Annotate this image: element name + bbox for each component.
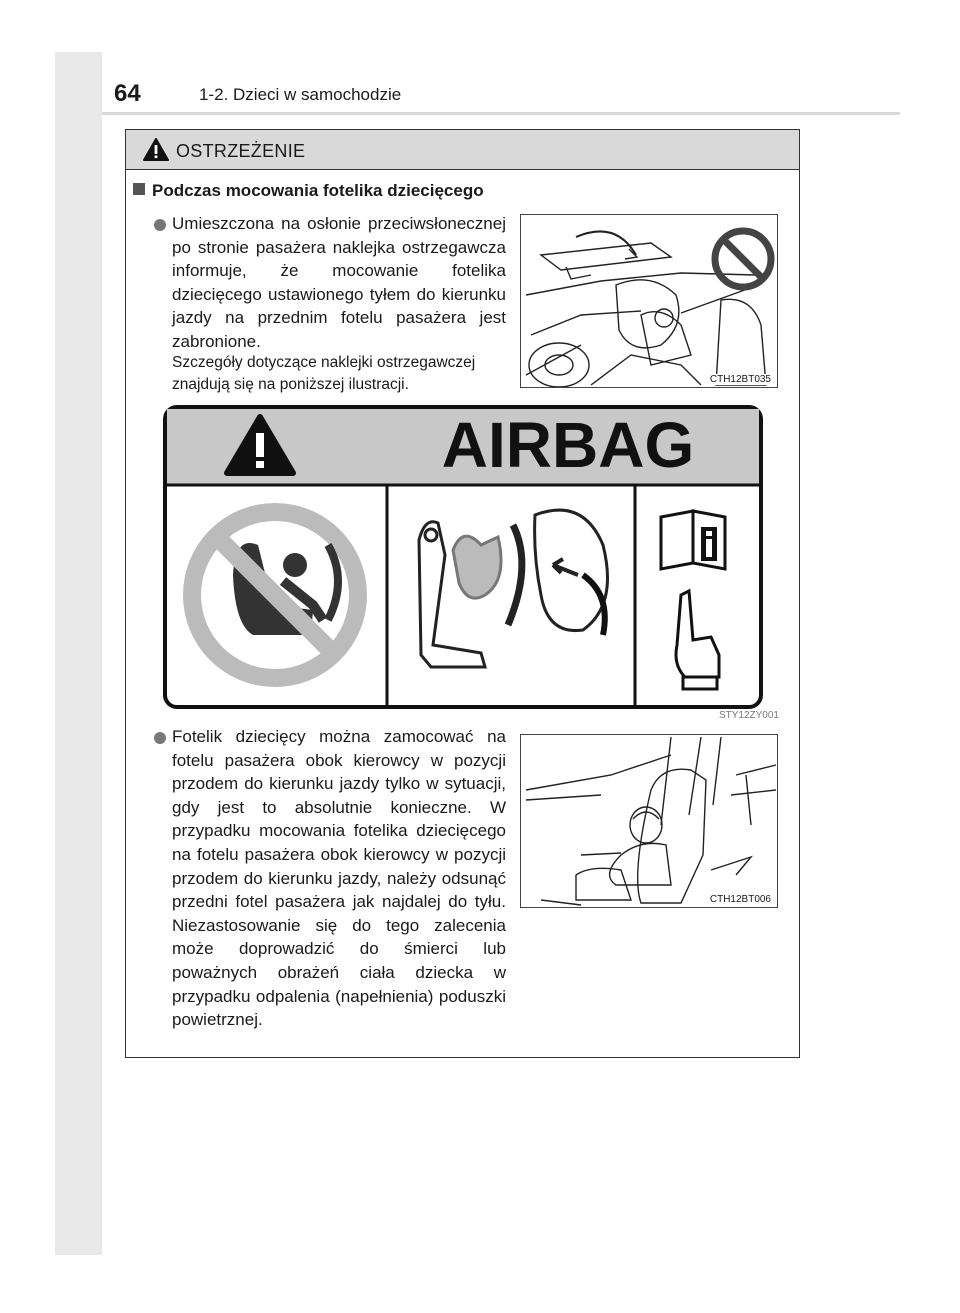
subheading-text: Podczas mocowania fotelika dziecięcego: [152, 181, 484, 200]
warning-header: [126, 130, 799, 170]
header-rule: [102, 112, 900, 115]
bullet1-text: Umieszczona na osłonie przeciwsłonecznej po stronie pasażera naklejka ostrzegawcza informuje, że mocowanie fotelika dziecięcego ustawionego tyłem do kierunku jazdy na przednim fotelu pasażera jest zabronione.: [172, 214, 506, 351]
manual-book-icon: [661, 511, 725, 569]
no-child-seat-icon: [183, 503, 367, 687]
illustration-child-seat: [520, 734, 778, 908]
airbag-heading: AIRBAG: [441, 409, 695, 481]
illustration1-code: CTH12BT035: [709, 374, 771, 385]
bullet-dot-icon: [154, 732, 166, 744]
side-tab: [55, 52, 102, 1255]
warning-title: OSTRZEŻENIE: [176, 141, 306, 161]
airbag-label-code: STY12ZY001: [718, 710, 779, 721]
section-title: 1-2. Dzieci w samochodzie: [199, 85, 402, 104]
airbag-warning-label: [163, 405, 763, 711]
square-bullet-icon: [133, 183, 145, 195]
warning-triangle-icon: [143, 138, 169, 161]
bullet-dot-icon: [154, 219, 166, 231]
illustration2-code: CTH12BT006: [709, 894, 771, 905]
airbag-label-graphic: [163, 405, 763, 711]
subheading: [133, 181, 484, 201]
car-interior-image: [521, 215, 778, 388]
illustration-sunvisor-airbag: [520, 214, 778, 388]
page-header: [102, 52, 900, 112]
page-number: 64: [114, 80, 141, 107]
child-seat-image: [521, 735, 778, 908]
warning-box: [125, 129, 800, 1058]
bullet2-text: Fotelik dziecięcy można zamocować na fotelu pasażera obok kierowcy w pozycji przodem do kierunku jazdy tylko w sytuacji, gdy jest to absolutnie konieczne. W przypadku mocowania fotelika dziecięcego na fotelu pasażera obok kierowcy w pozycji przodem do kierunku jazdy, należy odsunąć przedni fotel pasażera jak najdalej do tyłu. Niezastosowanie się do tego zalecenia może doprowadzić do śmierci lub poważnych obrażeń ciała dziecka w przypadku odpalenia (napełnienia) poduszki powietrznej.: [172, 727, 506, 1030]
bullet1-note: Szczegóły dotyczące naklejki ostrzegawczej znajdują się na poniższej ilustracji.: [172, 354, 476, 393]
